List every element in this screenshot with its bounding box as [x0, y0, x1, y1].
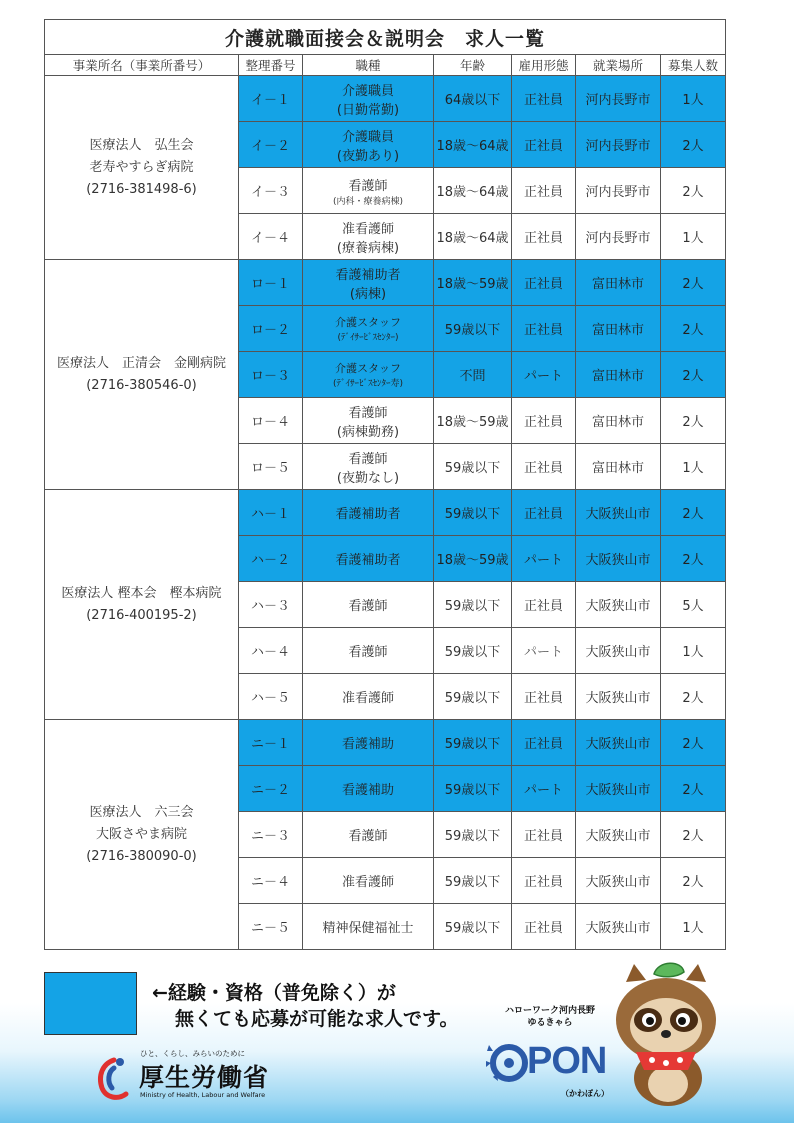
- ref-number-cell: ニ－１: [239, 720, 303, 766]
- age-cell: 18歳～59歳: [434, 260, 512, 306]
- mhlw-logo: [92, 1048, 282, 1108]
- age-cell: 18歳～59歳: [434, 398, 512, 444]
- job-type-cell: [303, 352, 434, 398]
- mascot-label-line-1: ハローワーク河内長野: [505, 1006, 596, 1016]
- age-cell: 59歳以下: [434, 306, 512, 352]
- header-employment-type: 雇用形態: [512, 55, 576, 76]
- mhlw-symbol-icon: [92, 1054, 136, 1102]
- job-detail: (ﾃﾞｲｻｰﾋﾞｽｾﾝﾀｰ): [337, 333, 399, 343]
- job-type-cell: [303, 720, 434, 766]
- job-type-cell: [303, 858, 434, 904]
- job-type-cell: [303, 674, 434, 720]
- job-title: 看護補助: [341, 737, 394, 752]
- company-line: (2716-400195-2): [86, 607, 197, 623]
- company-line: 医療法人 正清会 金剛病院: [56, 355, 226, 371]
- job-detail: (日勤常勤): [336, 102, 400, 118]
- openings-cell: 2人: [661, 352, 726, 398]
- age-cell: 59歳以下: [434, 766, 512, 812]
- job-detail: (内科・療養病棟): [332, 196, 404, 207]
- ref-number-cell: ハ－１: [239, 490, 303, 536]
- job-title: 看護補助者: [335, 267, 401, 283]
- mhlw-name: 厚生労働省: [139, 1063, 270, 1092]
- job-type-cell: [303, 536, 434, 582]
- age-cell: 59歳以下: [434, 858, 512, 904]
- work-location-cell: 富田林市: [576, 306, 661, 352]
- employment-type-cell: 正社員: [512, 168, 576, 214]
- work-location-cell: 河内長野市: [576, 122, 661, 168]
- header-ref-number: 整理番号: [239, 55, 303, 76]
- job-title: 看護補助者: [335, 553, 401, 568]
- employment-type-cell: 正社員: [512, 812, 576, 858]
- job-title: 看護補助: [341, 783, 394, 798]
- job-type-cell: [303, 306, 434, 352]
- ref-number-cell: ロ－５: [239, 444, 303, 490]
- employment-type-cell: パート: [512, 766, 576, 812]
- work-location-cell: 大阪狭山市: [576, 812, 661, 858]
- job-title: 介護職員: [341, 129, 394, 145]
- pon-logo-mark-icon: [483, 1037, 531, 1087]
- company-cell: [45, 490, 239, 720]
- work-location-cell: 河内長野市: [576, 76, 661, 122]
- job-detail: (夜勤なし): [336, 470, 400, 486]
- age-cell: 59歳以下: [434, 674, 512, 720]
- ref-number-cell: ニ－４: [239, 858, 303, 904]
- ref-number-cell: ハ－２: [239, 536, 303, 582]
- age-cell: 18歳～64歳: [434, 214, 512, 260]
- employment-type-cell: 正社員: [512, 582, 576, 628]
- company-cell: [45, 260, 239, 490]
- job-type-cell: [303, 582, 434, 628]
- ref-number-cell: イ－２: [239, 122, 303, 168]
- age-cell: 18歳～64歳: [434, 168, 512, 214]
- tanuki-mascot-icon: [606, 960, 726, 1110]
- job-type-cell: [303, 904, 434, 950]
- openings-cell: 2人: [661, 720, 726, 766]
- pon-kana: （かわぽん）: [561, 1089, 609, 1098]
- ref-number-cell: ニ－５: [239, 904, 303, 950]
- job-listing-table: [44, 19, 726, 950]
- job-detail: (病棟): [349, 286, 387, 302]
- age-cell: 59歳以下: [434, 720, 512, 766]
- legend-line-2: 無くても応募が可能な求人です。: [175, 1008, 459, 1030]
- employment-type-cell: 正社員: [512, 398, 576, 444]
- mhlw-english-name: Ministry of Health, Labour and Welfare: [140, 1091, 266, 1099]
- work-location-cell: 大阪狭山市: [576, 582, 661, 628]
- job-type-cell: [303, 490, 434, 536]
- age-cell: 59歳以下: [434, 812, 512, 858]
- work-location-cell: 大阪狭山市: [576, 858, 661, 904]
- company-line: (2716-381498-6): [86, 181, 197, 197]
- job-detail: (ﾃﾞｲｻｰﾋﾞｽｾﾝﾀｰ寿): [332, 379, 404, 389]
- table-body: [45, 76, 726, 950]
- work-location-cell: 大阪狭山市: [576, 628, 661, 674]
- job-title: 准看護師: [341, 691, 394, 706]
- table-row: [45, 76, 726, 122]
- mhlw-tagline: ひと、くらし、みらいのために: [140, 1049, 245, 1058]
- ref-number-cell: ニ－３: [239, 812, 303, 858]
- pon-name: PON: [527, 1040, 607, 1082]
- work-location-cell: 大阪狭山市: [576, 536, 661, 582]
- job-type-cell: [303, 444, 434, 490]
- ref-number-cell: ロ－２: [239, 306, 303, 352]
- legend-line-1: ←経験・資格（普免除く）が: [152, 982, 396, 1004]
- work-location-cell: 富田林市: [576, 398, 661, 444]
- job-type-cell: [303, 628, 434, 674]
- openings-cell: 2人: [661, 306, 726, 352]
- ref-number-cell: ロ－３: [239, 352, 303, 398]
- employment-type-cell: 正社員: [512, 674, 576, 720]
- company-line: 医療法人 弘生会: [89, 137, 194, 153]
- job-type-cell: [303, 812, 434, 858]
- work-location-cell: 富田林市: [576, 444, 661, 490]
- page-title: 介護就職面接会＆説明会 求人一覧: [45, 20, 726, 55]
- openings-cell: 1人: [661, 214, 726, 260]
- company-line: 医療法人 樫本会 樫本病院: [61, 585, 222, 601]
- employment-type-cell: パート: [512, 536, 576, 582]
- company-cell: [45, 76, 239, 260]
- table-row: [45, 260, 726, 306]
- job-title: 看護師: [348, 599, 388, 614]
- employment-type-cell: 正社員: [512, 122, 576, 168]
- job-type-cell: [303, 76, 434, 122]
- openings-cell: 2人: [661, 858, 726, 904]
- openings-cell: 1人: [661, 444, 726, 490]
- employment-type-cell: 正社員: [512, 904, 576, 950]
- job-detail: (療養病棟): [336, 240, 400, 256]
- age-cell: 64歳以下: [434, 76, 512, 122]
- employment-type-cell: 正社員: [512, 444, 576, 490]
- work-location-cell: 河内長野市: [576, 168, 661, 214]
- job-title: 看護師: [348, 829, 388, 844]
- job-type-cell: [303, 398, 434, 444]
- ref-number-cell: ロ－４: [239, 398, 303, 444]
- openings-cell: 2人: [661, 812, 726, 858]
- job-detail: (病棟勤務): [336, 424, 400, 440]
- work-location-cell: 富田林市: [576, 352, 661, 398]
- header-company: 事業所名（事業所番号）: [45, 55, 239, 76]
- header-openings: 募集人数: [661, 55, 726, 76]
- openings-cell: 2人: [661, 766, 726, 812]
- job-title: 介護職員: [341, 83, 394, 99]
- openings-cell: 2人: [661, 122, 726, 168]
- job-detail: (夜勤あり): [336, 148, 400, 164]
- openings-cell: 2人: [661, 260, 726, 306]
- job-type-cell: [303, 214, 434, 260]
- age-cell: 59歳以下: [434, 628, 512, 674]
- ref-number-cell: ニ－２: [239, 766, 303, 812]
- employment-type-cell: パート: [512, 352, 576, 398]
- company-line: (2716-380090-0): [86, 848, 197, 864]
- work-location-cell: 大阪狭山市: [576, 766, 661, 812]
- job-title: 看護補助者: [335, 507, 401, 522]
- work-location-cell: 河内長野市: [576, 214, 661, 260]
- employment-type-cell: 正社員: [512, 260, 576, 306]
- job-title: 介護スタッフ: [335, 362, 401, 375]
- work-location-cell: 富田林市: [576, 260, 661, 306]
- openings-cell: 5人: [661, 582, 726, 628]
- job-title: 看護師: [348, 405, 388, 421]
- ref-number-cell: ロ－１: [239, 260, 303, 306]
- ref-number-cell: イ－４: [239, 214, 303, 260]
- header-job-type: 職種: [303, 55, 434, 76]
- company-line: 老寿やすらぎ病院: [89, 159, 194, 175]
- openings-cell: 1人: [661, 904, 726, 950]
- age-cell: 不問: [434, 352, 512, 398]
- company-line: 大阪さやま病院: [95, 826, 187, 842]
- column-header-row: [45, 55, 726, 76]
- table-row: [45, 720, 726, 766]
- openings-cell: 2人: [661, 490, 726, 536]
- age-cell: 59歳以下: [434, 904, 512, 950]
- employment-type-cell: 正社員: [512, 76, 576, 122]
- openings-cell: 2人: [661, 398, 726, 444]
- work-location-cell: 大阪狭山市: [576, 674, 661, 720]
- job-title: 介護スタッフ: [335, 316, 401, 329]
- ref-number-cell: イ－１: [239, 76, 303, 122]
- ref-number-cell: イ－３: [239, 168, 303, 214]
- job-type-cell: [303, 168, 434, 214]
- openings-cell: 2人: [661, 674, 726, 720]
- mascot-label-line-2: ゆるきゃら: [527, 1018, 573, 1028]
- legend-color-swatch: [44, 972, 137, 1035]
- header-age: 年齢: [434, 55, 512, 76]
- job-title: 准看護師: [341, 221, 394, 237]
- job-title: 看護師: [348, 451, 388, 467]
- job-title: 准看護師: [341, 875, 394, 890]
- employment-type-cell: 正社員: [512, 306, 576, 352]
- age-cell: 59歳以下: [434, 490, 512, 536]
- job-type-cell: [303, 260, 434, 306]
- employment-type-cell: 正社員: [512, 720, 576, 766]
- job-title: 看護師: [348, 178, 388, 194]
- pon-logo: [483, 1035, 618, 1100]
- employment-type-cell: パート: [512, 628, 576, 674]
- ref-number-cell: ハ－４: [239, 628, 303, 674]
- work-location-cell: 大阪狭山市: [576, 720, 661, 766]
- work-location-cell: 大阪狭山市: [576, 490, 661, 536]
- mascot-label: [505, 1005, 595, 1029]
- company-cell: [45, 720, 239, 950]
- ref-number-cell: ハ－５: [239, 674, 303, 720]
- openings-cell: 2人: [661, 536, 726, 582]
- job-title: 看護師: [348, 645, 388, 660]
- job-type-cell: [303, 122, 434, 168]
- legend-text: [152, 980, 458, 1032]
- age-cell: 18歳～64歳: [434, 122, 512, 168]
- company-line: (2716-380546-0): [86, 377, 197, 393]
- age-cell: 18歳～59歳: [434, 536, 512, 582]
- age-cell: 59歳以下: [434, 582, 512, 628]
- job-title: 精神保健福祉士: [322, 921, 414, 936]
- employment-type-cell: 正社員: [512, 490, 576, 536]
- age-cell: 59歳以下: [434, 444, 512, 490]
- openings-cell: 1人: [661, 628, 726, 674]
- table-row: [45, 490, 726, 536]
- openings-cell: 2人: [661, 168, 726, 214]
- employment-type-cell: 正社員: [512, 858, 576, 904]
- company-line: 医療法人 六三会: [89, 804, 194, 820]
- job-type-cell: [303, 766, 434, 812]
- ref-number-cell: ハ－３: [239, 582, 303, 628]
- header-work-location: 就業場所: [576, 55, 661, 76]
- openings-cell: 1人: [661, 76, 726, 122]
- employment-type-cell: 正社員: [512, 214, 576, 260]
- work-location-cell: 大阪狭山市: [576, 904, 661, 950]
